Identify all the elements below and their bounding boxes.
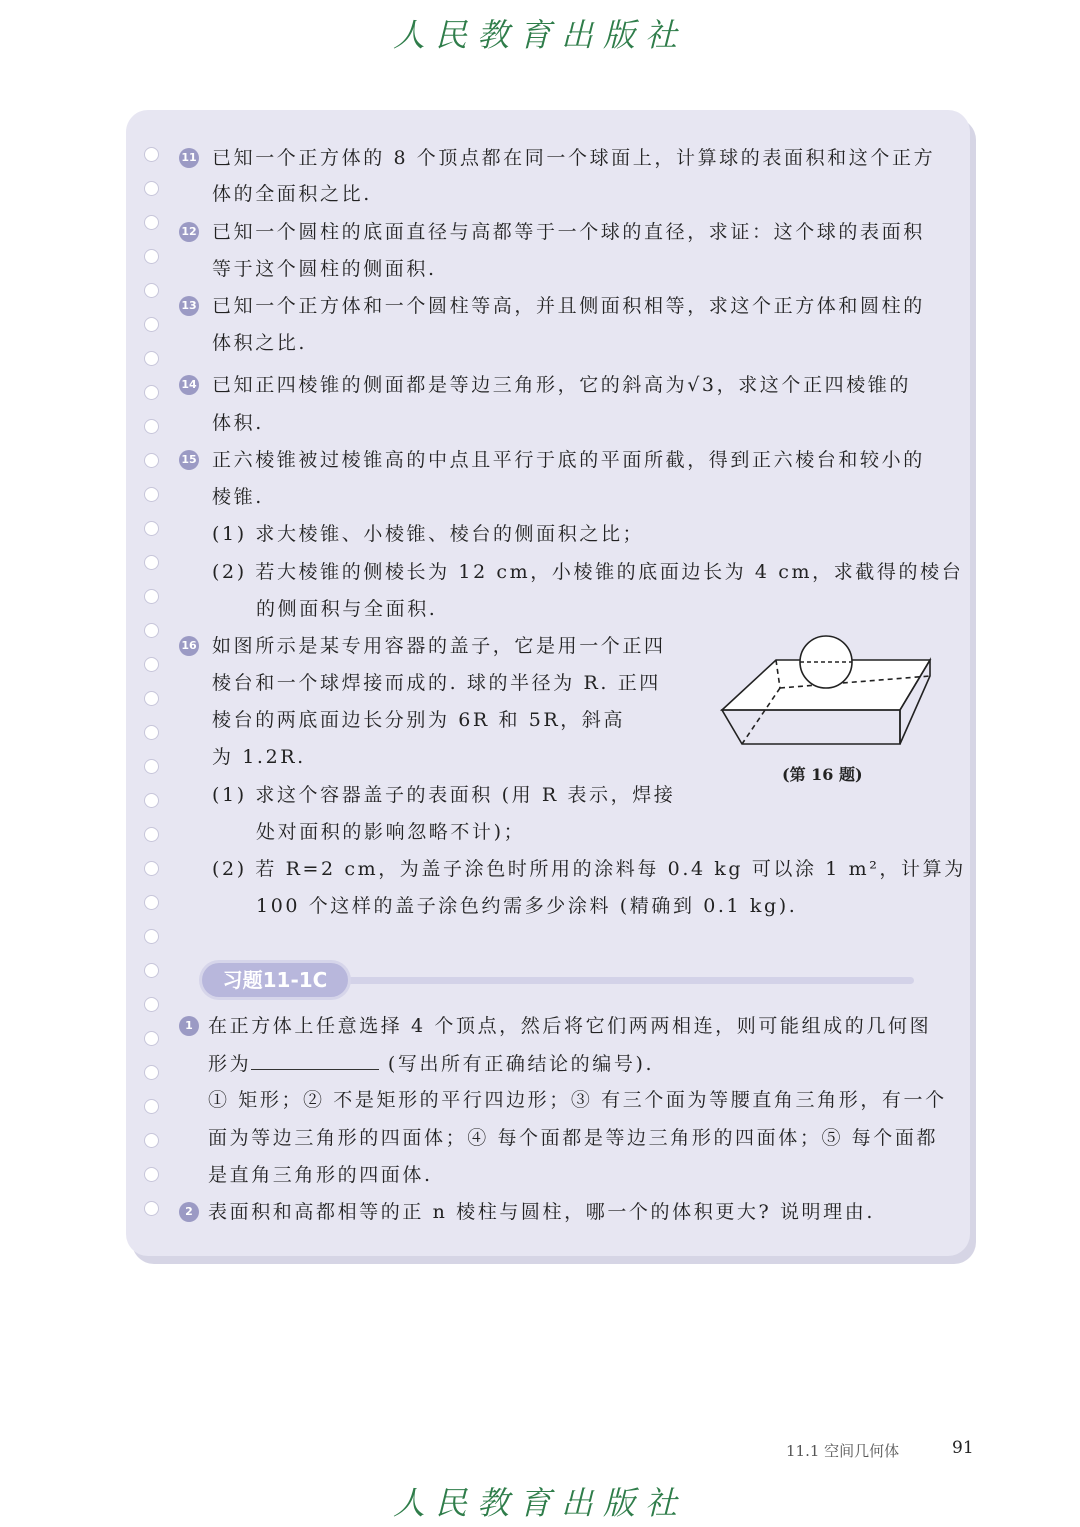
subquestion-line: (1) 求大棱锥、小棱锥、棱台的侧面积之比； [212,523,645,545]
footer-section-label: 11.1 空间几何体 [786,1442,900,1460]
option-line: ① 矩形；② 不是矩形的平行四边形；③ 有三个面为等腰直角三角形，有一个 [208,1089,947,1111]
problem-text-line: 体积. [212,412,264,434]
answer-blank [251,1049,379,1070]
problem-text-line: 棱锥. [212,486,264,508]
problem-number-badge: 13 [179,296,199,316]
problem-number-badge: 11 [179,148,199,168]
publisher-watermark-top: 人民教育出版社 [392,16,687,54]
problem-text-line: 如图所示是某专用容器的盖子，它是用一个正四 [212,635,666,657]
problem-text-line: 形为 (写出所有正确结论的编号). [208,1049,654,1078]
subquestion-line: (2) 若 R=2 cm，为盖子涂色时所用的涂料每 0.4 kg 可以涂 1 m²，计算为 [212,858,966,880]
problem-number-badge: 14 [179,375,199,395]
option-line: 是直角三角形的四面体. [208,1164,433,1186]
problem-text-line: 已知一个正方体的 8 个顶点都在同一个球面上，计算球的表面积和这个正方 [212,147,936,169]
section-divider [348,977,914,984]
publisher-watermark-bottom: 人民教育出版社 [392,1484,687,1522]
section-title: 习题11-1C [222,968,328,992]
section-header [202,963,348,997]
problem-number-badge: 12 [179,222,199,242]
problem-text-line: 体积之比. [212,332,308,354]
problem-text-line: 棱台和一个球焊接而成的. 球的半径为 R. 正四 [212,672,661,694]
option-line: 面为等边三角形的四面体；④ 每个面都是等边三角形的四面体；⑤ 每个面都 [208,1127,939,1149]
subquestion-line: (1) 求这个容器盖子的表面积 (用 R 表示，焊接 [212,784,676,806]
problem-text-line: 已知一个正方体和一个圆柱等高，并且侧面积相等，求这个正方体和圆柱的 [212,295,925,317]
problem-text-line: 已知正四棱锥的侧面都是等边三角形，它的斜高为√3，求这个正四棱锥的 [212,374,911,396]
problem-text-line: 棱台的两底面边长分别为 6R 和 5R，斜高 [212,709,626,731]
subquestion-line: 100 个这样的盖子涂色约需多少涂料 (精确到 0.1 kg). [256,895,798,917]
page-number: 91 [952,1438,974,1458]
problem-text-line: 在正方体上任意选择 4 个顶点，然后将它们两两相连，则可能组成的几何图 [208,1015,932,1037]
problem-text-line: 体的全面积之比. [212,183,372,205]
subquestion-line: 处对面积的影响忽略不计)； [256,821,526,843]
problem-number-badge: 2 [179,1202,199,1222]
subquestion-line: 的侧面积与全面积. [256,598,438,620]
figure-caption: (第 16 题) [782,765,863,784]
problem-text-line: 已知一个圆柱的底面直径与高都等于一个球的直径，求证：这个球的表面积 [212,221,925,243]
container-lid-figure [716,628,938,752]
subquestion-line: (2) 若大棱锥的侧棱长为 12 cm，小棱锥的底面边长为 4 cm，求截得的棱台 [212,561,964,583]
problem-number-badge: 1 [179,1016,199,1036]
problem-text-line: 为 1.2R. [212,746,306,768]
problem-number-badge: 15 [179,450,199,470]
problem-text-line: 正六棱锥被过棱锥高的中点且平行于底的平面所截，得到正六棱台和较小的 [212,449,925,471]
problem-text-line: 表面积和高都相等的正 n 棱柱与圆柱，哪一个的体积更大? 说明理由. [208,1201,875,1223]
problem-number-badge: 16 [179,636,199,656]
problem-text-line: 等于这个圆柱的侧面积. [212,258,437,280]
